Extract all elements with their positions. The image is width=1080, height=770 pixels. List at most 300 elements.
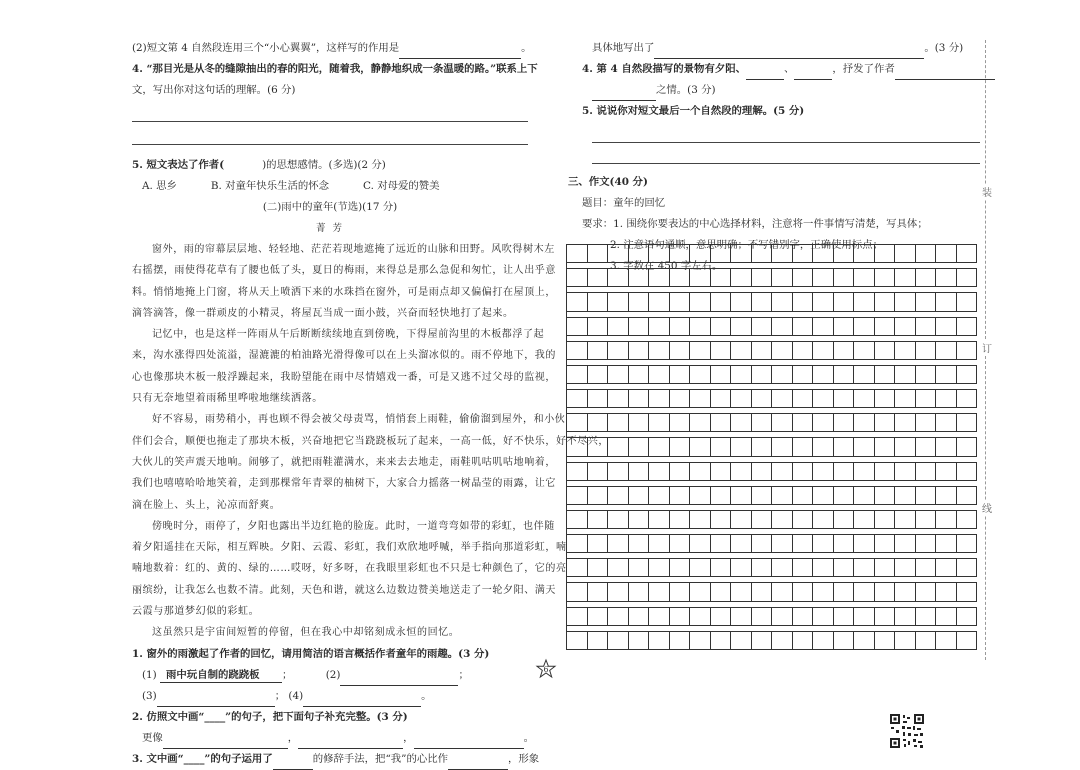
grid-cell[interactable] <box>916 534 937 553</box>
grid-cell[interactable] <box>772 317 793 336</box>
grid-cell[interactable] <box>629 631 650 650</box>
grid-cell[interactable] <box>711 317 732 336</box>
grid-cell[interactable] <box>670 437 691 456</box>
grid-cell[interactable] <box>752 268 773 287</box>
grid-cell[interactable] <box>567 510 588 529</box>
grid-cell[interactable] <box>875 607 896 626</box>
answer-line[interactable] <box>132 101 528 122</box>
grid-cell[interactable] <box>731 244 752 263</box>
grid-cell[interactable] <box>957 341 978 360</box>
grid-cell[interactable] <box>813 292 834 311</box>
grid-cell[interactable] <box>793 534 814 553</box>
grid-cell[interactable] <box>957 437 978 456</box>
grid-cell[interactable] <box>834 317 855 336</box>
grid-cell[interactable] <box>772 244 793 263</box>
grid-cell[interactable] <box>916 582 937 601</box>
grid-cell[interactable] <box>752 341 773 360</box>
grid-cell[interactable] <box>752 317 773 336</box>
grid-cell[interactable] <box>854 558 875 577</box>
grid-cell[interactable] <box>649 510 670 529</box>
grid-cell[interactable] <box>834 510 855 529</box>
grid-cell[interactable] <box>608 631 629 650</box>
grid-cell[interactable] <box>629 292 650 311</box>
grid-cell[interactable] <box>793 317 814 336</box>
grid-cell[interactable] <box>567 607 588 626</box>
grid-cell[interactable] <box>731 413 752 432</box>
grid-cell[interactable] <box>649 341 670 360</box>
grid-cell[interactable] <box>813 341 834 360</box>
grid-cell[interactable] <box>567 462 588 481</box>
grid-cell[interactable] <box>567 582 588 601</box>
grid-cell[interactable] <box>629 365 650 384</box>
grid-cell[interactable] <box>670 341 691 360</box>
grid-cell[interactable] <box>670 607 691 626</box>
grid-cell[interactable] <box>588 534 609 553</box>
grid-cell[interactable] <box>957 268 978 287</box>
grid-cell[interactable] <box>916 365 937 384</box>
grid-cell[interactable] <box>649 268 670 287</box>
grid-cell[interactable] <box>690 486 711 505</box>
grid-cell[interactable] <box>731 558 752 577</box>
grid-cell[interactable] <box>854 534 875 553</box>
option-a[interactable]: A. 思乡 <box>142 180 177 192</box>
grid-cell[interactable] <box>588 462 609 481</box>
grid-cell[interactable] <box>875 631 896 650</box>
grid-cell[interactable] <box>895 486 916 505</box>
grid-cell[interactable] <box>875 486 896 505</box>
grid-cell[interactable] <box>649 437 670 456</box>
grid-cell[interactable] <box>772 365 793 384</box>
grid-cell[interactable] <box>588 365 609 384</box>
grid-cell[interactable] <box>813 510 834 529</box>
grid-cell[interactable] <box>690 631 711 650</box>
grid-cell[interactable] <box>813 268 834 287</box>
grid-cell[interactable] <box>957 631 978 650</box>
grid-cell[interactable] <box>772 268 793 287</box>
grid-cell[interactable] <box>588 268 609 287</box>
grid-cell[interactable] <box>752 582 773 601</box>
grid-cell[interactable] <box>649 389 670 408</box>
grid-cell[interactable] <box>895 413 916 432</box>
grid-cell[interactable] <box>752 365 773 384</box>
grid-cell[interactable] <box>731 292 752 311</box>
grid-cell[interactable] <box>608 437 629 456</box>
grid-cell[interactable] <box>936 389 957 408</box>
grid-cell[interactable] <box>936 365 957 384</box>
grid-cell[interactable] <box>813 413 834 432</box>
grid-cell[interactable] <box>793 462 814 481</box>
grid-cell[interactable] <box>711 486 732 505</box>
grid-cell[interactable] <box>690 389 711 408</box>
grid-cell[interactable] <box>731 534 752 553</box>
grid-cell[interactable] <box>834 389 855 408</box>
grid-cell[interactable] <box>567 317 588 336</box>
grid-cell[interactable] <box>813 582 834 601</box>
grid-cell[interactable] <box>670 534 691 553</box>
answer-blank[interactable] <box>592 87 656 101</box>
grid-cell[interactable] <box>834 292 855 311</box>
grid-cell[interactable] <box>608 341 629 360</box>
grid-cell[interactable] <box>854 341 875 360</box>
grid-cell[interactable] <box>875 582 896 601</box>
grid-cell[interactable] <box>957 534 978 553</box>
grid-cell[interactable] <box>670 510 691 529</box>
grid-cell[interactable] <box>772 486 793 505</box>
grid-cell[interactable] <box>752 462 773 481</box>
grid-cell[interactable] <box>875 462 896 481</box>
grid-cell[interactable] <box>957 244 978 263</box>
grid-cell[interactable] <box>772 607 793 626</box>
grid-cell[interactable] <box>813 486 834 505</box>
grid-cell[interactable] <box>567 631 588 650</box>
grid-cell[interactable] <box>731 341 752 360</box>
grid-cell[interactable] <box>895 607 916 626</box>
grid-cell[interactable] <box>752 292 773 311</box>
grid-cell[interactable] <box>752 389 773 408</box>
grid-cell[interactable] <box>916 462 937 481</box>
grid-cell[interactable] <box>711 413 732 432</box>
grid-cell[interactable] <box>649 244 670 263</box>
grid-cell[interactable] <box>588 292 609 311</box>
grid-cell[interactable] <box>588 317 609 336</box>
grid-cell[interactable] <box>793 413 814 432</box>
answer-blank[interactable] <box>298 735 403 749</box>
grid-cell[interactable] <box>772 413 793 432</box>
grid-cell[interactable] <box>670 558 691 577</box>
answer-blank[interactable] <box>273 756 313 770</box>
grid-cell[interactable] <box>711 582 732 601</box>
grid-cell[interactable] <box>670 317 691 336</box>
grid-cell[interactable] <box>813 389 834 408</box>
grid-cell[interactable] <box>772 510 793 529</box>
grid-cell[interactable] <box>629 510 650 529</box>
grid-cell[interactable] <box>711 631 732 650</box>
grid-cell[interactable] <box>854 607 875 626</box>
grid-cell[interactable] <box>813 437 834 456</box>
grid-cell[interactable] <box>957 558 978 577</box>
grid-cell[interactable] <box>629 341 650 360</box>
grid-cell[interactable] <box>895 268 916 287</box>
grid-cell[interactable] <box>854 437 875 456</box>
grid-cell[interactable] <box>752 631 773 650</box>
answer-1[interactable]: 雨中玩自制的跷跷板 <box>160 668 282 683</box>
grid-cell[interactable] <box>649 317 670 336</box>
grid-cell[interactable] <box>916 631 937 650</box>
grid-cell[interactable] <box>567 389 588 408</box>
grid-cell[interactable] <box>649 365 670 384</box>
grid-cell[interactable] <box>711 534 732 553</box>
grid-cell[interactable] <box>567 244 588 263</box>
grid-cell[interactable] <box>731 510 752 529</box>
grid-cell[interactable] <box>629 534 650 553</box>
grid-cell[interactable] <box>957 607 978 626</box>
grid-cell[interactable] <box>895 462 916 481</box>
grid-cell[interactable] <box>608 292 629 311</box>
grid-cell[interactable] <box>793 486 814 505</box>
grid-cell[interactable] <box>772 292 793 311</box>
grid-cell[interactable] <box>793 607 814 626</box>
grid-cell[interactable] <box>649 558 670 577</box>
grid-cell[interactable] <box>916 486 937 505</box>
grid-cell[interactable] <box>649 413 670 432</box>
grid-cell[interactable] <box>895 558 916 577</box>
grid-cell[interactable] <box>936 317 957 336</box>
grid-cell[interactable] <box>690 534 711 553</box>
grid-cell[interactable] <box>813 607 834 626</box>
grid-cell[interactable] <box>813 317 834 336</box>
grid-cell[interactable] <box>731 437 752 456</box>
grid-cell[interactable] <box>567 292 588 311</box>
grid-cell[interactable] <box>608 558 629 577</box>
grid-cell[interactable] <box>772 341 793 360</box>
grid-cell[interactable] <box>813 631 834 650</box>
grid-cell[interactable] <box>629 607 650 626</box>
grid-cell[interactable] <box>772 389 793 408</box>
grid-cell[interactable] <box>690 413 711 432</box>
grid-cell[interactable] <box>629 437 650 456</box>
grid-cell[interactable] <box>752 244 773 263</box>
grid-cell[interactable] <box>608 607 629 626</box>
answer-blank[interactable] <box>448 756 508 770</box>
grid-cell[interactable] <box>690 462 711 481</box>
grid-cell[interactable] <box>834 365 855 384</box>
grid-cell[interactable] <box>793 558 814 577</box>
grid-cell[interactable] <box>567 534 588 553</box>
grid-cell[interactable] <box>588 510 609 529</box>
grid-cell[interactable] <box>670 244 691 263</box>
grid-cell[interactable] <box>895 437 916 456</box>
grid-cell[interactable] <box>670 365 691 384</box>
grid-cell[interactable] <box>834 607 855 626</box>
grid-cell[interactable] <box>711 437 732 456</box>
grid-cell[interactable] <box>711 510 732 529</box>
grid-cell[interactable] <box>670 268 691 287</box>
essay-writing-grid[interactable] <box>566 244 977 650</box>
grid-cell[interactable] <box>670 486 691 505</box>
grid-cell[interactable] <box>649 462 670 481</box>
grid-cell[interactable] <box>854 413 875 432</box>
grid-cell[interactable] <box>608 268 629 287</box>
grid-cell[interactable] <box>711 607 732 626</box>
grid-cell[interactable] <box>711 462 732 481</box>
option-c[interactable]: C. 对母爱的赞美 <box>363 180 440 192</box>
grid-cell[interactable] <box>670 389 691 408</box>
grid-cell[interactable] <box>690 582 711 601</box>
grid-cell[interactable] <box>629 268 650 287</box>
grid-cell[interactable] <box>916 413 937 432</box>
grid-cell[interactable] <box>813 534 834 553</box>
grid-cell[interactable] <box>588 631 609 650</box>
grid-cell[interactable] <box>936 437 957 456</box>
answer-blank[interactable] <box>654 45 924 59</box>
grid-cell[interactable] <box>936 582 957 601</box>
grid-cell[interactable] <box>690 607 711 626</box>
grid-cell[interactable] <box>608 244 629 263</box>
grid-cell[interactable] <box>854 510 875 529</box>
grid-cell[interactable] <box>936 413 957 432</box>
grid-cell[interactable] <box>936 510 957 529</box>
grid-cell[interactable] <box>875 389 896 408</box>
grid-cell[interactable] <box>690 268 711 287</box>
grid-cell[interactable] <box>854 389 875 408</box>
grid-cell[interactable] <box>772 462 793 481</box>
grid-cell[interactable] <box>731 631 752 650</box>
grid-cell[interactable] <box>813 365 834 384</box>
grid-cell[interactable] <box>567 341 588 360</box>
grid-cell[interactable] <box>813 558 834 577</box>
grid-cell[interactable] <box>670 582 691 601</box>
grid-cell[interactable] <box>690 510 711 529</box>
grid-cell[interactable] <box>588 413 609 432</box>
grid-cell[interactable] <box>834 486 855 505</box>
grid-cell[interactable] <box>588 389 609 408</box>
grid-cell[interactable] <box>854 582 875 601</box>
grid-cell[interactable] <box>629 462 650 481</box>
grid-cell[interactable] <box>875 558 896 577</box>
grid-cell[interactable] <box>936 292 957 311</box>
grid-cell[interactable] <box>936 462 957 481</box>
grid-cell[interactable] <box>813 462 834 481</box>
grid-cell[interactable] <box>649 631 670 650</box>
grid-cell[interactable] <box>895 317 916 336</box>
grid-cell[interactable] <box>629 244 650 263</box>
grid-cell[interactable] <box>690 244 711 263</box>
grid-cell[interactable] <box>936 268 957 287</box>
grid-cell[interactable] <box>670 413 691 432</box>
grid-cell[interactable] <box>752 558 773 577</box>
grid-cell[interactable] <box>916 510 937 529</box>
grid-cell[interactable] <box>875 292 896 311</box>
grid-cell[interactable] <box>629 317 650 336</box>
grid-cell[interactable] <box>608 365 629 384</box>
answer-4[interactable] <box>303 693 421 707</box>
grid-cell[interactable] <box>854 317 875 336</box>
grid-cell[interactable] <box>772 558 793 577</box>
grid-cell[interactable] <box>793 582 814 601</box>
grid-cell[interactable] <box>629 582 650 601</box>
grid-cell[interactable] <box>813 244 834 263</box>
grid-cell[interactable] <box>895 292 916 311</box>
grid-cell[interactable] <box>854 365 875 384</box>
grid-cell[interactable] <box>711 268 732 287</box>
grid-cell[interactable] <box>711 365 732 384</box>
answer-3[interactable] <box>157 693 275 707</box>
grid-cell[interactable] <box>957 317 978 336</box>
grid-cell[interactable] <box>752 607 773 626</box>
grid-cell[interactable] <box>834 413 855 432</box>
grid-cell[interactable] <box>608 389 629 408</box>
grid-cell[interactable] <box>711 292 732 311</box>
grid-cell[interactable] <box>690 292 711 311</box>
grid-cell[interactable] <box>772 631 793 650</box>
grid-cell[interactable] <box>834 244 855 263</box>
answer-2[interactable] <box>340 672 458 686</box>
grid-cell[interactable] <box>567 268 588 287</box>
grid-cell[interactable] <box>731 582 752 601</box>
grid-cell[interactable] <box>793 510 814 529</box>
grid-cell[interactable] <box>608 317 629 336</box>
grid-cell[interactable] <box>649 486 670 505</box>
option-b[interactable]: B. 对童年快乐生活的怀念 <box>210 180 330 192</box>
grid-cell[interactable] <box>854 631 875 650</box>
grid-cell[interactable] <box>875 341 896 360</box>
grid-cell[interactable] <box>916 437 937 456</box>
grid-cell[interactable] <box>854 268 875 287</box>
grid-cell[interactable] <box>793 268 814 287</box>
grid-cell[interactable] <box>875 534 896 553</box>
grid-cell[interactable] <box>936 341 957 360</box>
grid-cell[interactable] <box>731 462 752 481</box>
grid-cell[interactable] <box>875 437 896 456</box>
grid-cell[interactable] <box>731 268 752 287</box>
grid-cell[interactable] <box>916 317 937 336</box>
grid-cell[interactable] <box>608 534 629 553</box>
grid-cell[interactable] <box>916 389 937 408</box>
grid-cell[interactable] <box>936 486 957 505</box>
grid-cell[interactable] <box>854 244 875 263</box>
grid-cell[interactable] <box>731 607 752 626</box>
grid-cell[interactable] <box>854 486 875 505</box>
grid-cell[interactable] <box>936 558 957 577</box>
grid-cell[interactable] <box>834 437 855 456</box>
grid-cell[interactable] <box>772 534 793 553</box>
grid-cell[interactable] <box>875 510 896 529</box>
grid-cell[interactable] <box>916 341 937 360</box>
grid-cell[interactable] <box>875 244 896 263</box>
grid-cell[interactable] <box>793 341 814 360</box>
grid-cell[interactable] <box>690 437 711 456</box>
grid-cell[interactable] <box>895 631 916 650</box>
grid-cell[interactable] <box>834 631 855 650</box>
grid-cell[interactable] <box>875 268 896 287</box>
grid-cell[interactable] <box>690 317 711 336</box>
grid-cell[interactable] <box>711 558 732 577</box>
grid-cell[interactable] <box>649 534 670 553</box>
grid-cell[interactable] <box>629 389 650 408</box>
grid-cell[interactable] <box>854 462 875 481</box>
grid-cell[interactable] <box>957 510 978 529</box>
grid-cell[interactable] <box>588 341 609 360</box>
grid-cell[interactable] <box>629 413 650 432</box>
grid-cell[interactable] <box>608 510 629 529</box>
grid-cell[interactable] <box>895 510 916 529</box>
grid-cell[interactable] <box>793 292 814 311</box>
grid-cell[interactable] <box>957 365 978 384</box>
grid-cell[interactable] <box>875 365 896 384</box>
answer-blank[interactable] <box>895 66 995 80</box>
grid-cell[interactable] <box>731 486 752 505</box>
answer-blank[interactable] <box>399 45 521 59</box>
grid-cell[interactable] <box>690 341 711 360</box>
grid-cell[interactable] <box>895 534 916 553</box>
grid-cell[interactable] <box>608 462 629 481</box>
grid-cell[interactable] <box>670 631 691 650</box>
grid-cell[interactable] <box>957 292 978 311</box>
grid-cell[interactable] <box>834 462 855 481</box>
grid-cell[interactable] <box>895 582 916 601</box>
grid-cell[interactable] <box>711 341 732 360</box>
grid-cell[interactable] <box>834 558 855 577</box>
grid-cell[interactable] <box>793 244 814 263</box>
grid-cell[interactable] <box>752 510 773 529</box>
grid-cell[interactable] <box>793 389 814 408</box>
grid-cell[interactable] <box>957 486 978 505</box>
grid-cell[interactable] <box>834 534 855 553</box>
grid-cell[interactable] <box>895 389 916 408</box>
grid-cell[interactable] <box>895 244 916 263</box>
grid-cell[interactable] <box>588 558 609 577</box>
grid-cell[interactable] <box>895 365 916 384</box>
